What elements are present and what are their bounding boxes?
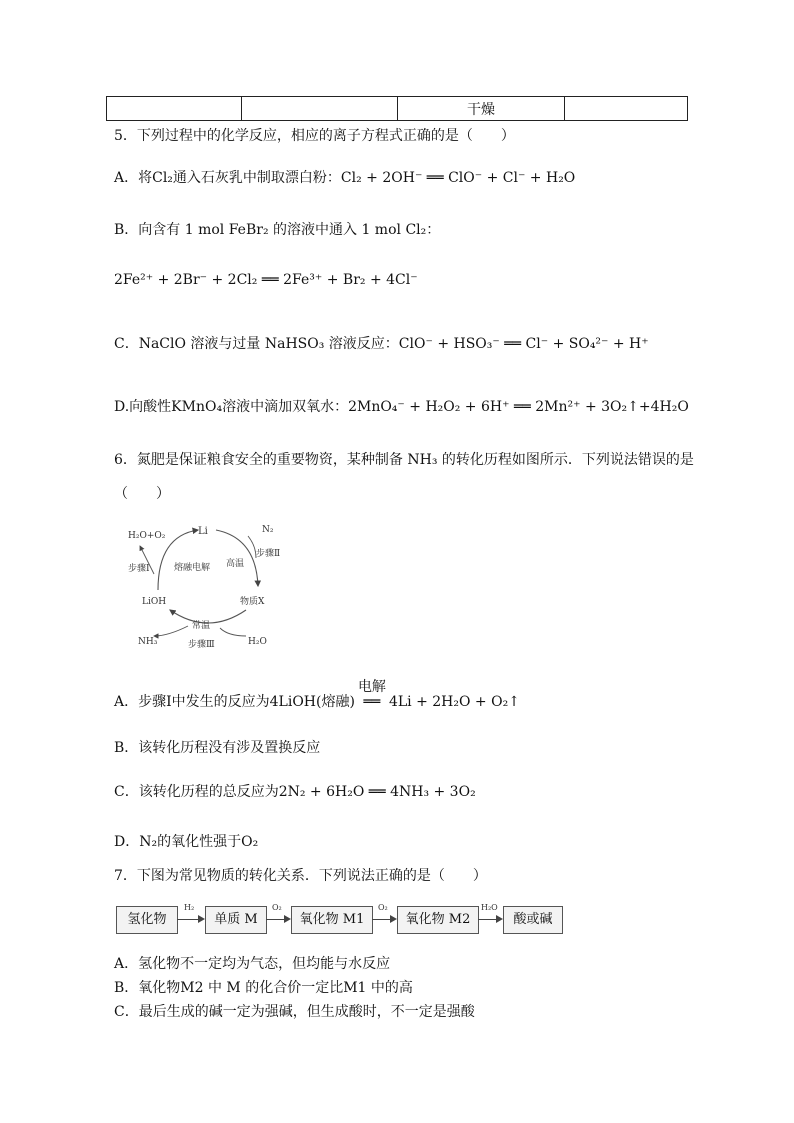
label-substance-x: 物质X: [240, 597, 265, 607]
q6-option-b: B．该转化历程没有涉及置换反应: [114, 740, 321, 756]
q6-stem: 6．氮肥是保证粮食安全的重要物资，某种制备 NH₃ 的转化历程如图所示．下列说法错误的是: [114, 452, 694, 468]
cycle-svg: [128, 518, 288, 658]
label-h2o: H₂O: [248, 637, 267, 647]
table-cell: 干燥: [398, 97, 565, 121]
flow-arrow-line: [478, 919, 496, 920]
q5-stem: 5．下列过程中的化学反应，相应的离子方程式正确的是（ ）: [114, 128, 515, 144]
q5-option-a: A．将Cl₂通入石灰乳中制取漂白粉：Cl₂ + 2OH⁻ ══ ClO⁻ + Cl⁻ + H₂O: [114, 170, 576, 186]
q5-option-b: B．向含有 1 mol FeBr₂ 的溶液中通入 1 mol Cl₂：: [114, 222, 441, 238]
table-row: [107, 97, 688, 121]
label-h2o-o2: H₂O+O₂: [128, 531, 166, 541]
flow-arrow-h2-label: H₂: [184, 903, 195, 912]
flow-arrow-o2-2-label: O₂: [378, 903, 388, 912]
label-li: Li: [198, 526, 208, 537]
label-high-temp: 高温: [226, 559, 245, 569]
table-cell: [242, 97, 398, 121]
q6-option-c: C．该转化历程的总反应为2N₂ + 6H₂O ══ 4NH₃ + 3O₂: [114, 784, 476, 800]
label-room-temp: 常温: [192, 621, 211, 631]
electrolysis-condition: 电解: [357, 679, 386, 695]
q6-option-a: [114, 679, 520, 712]
label-molten-electrolysis: 熔融电解: [174, 563, 211, 573]
flow-box-acid-or-base: 酸或碱: [503, 906, 563, 934]
label-step2: 步骤Ⅱ: [256, 549, 281, 559]
flow-box-oxide-m2: 氧化物 M2: [397, 906, 479, 934]
label-lioh: LiOH: [142, 597, 167, 607]
label-step3: 步骤Ⅲ: [188, 640, 215, 650]
flow-arrow-head: [284, 915, 291, 923]
q5-option-d: D.向酸性KMnO₄溶液中滴加双氧水：2MnO₄⁻ + H₂O₂ + 6H⁺ ══ 2Mn²⁺ + 3O₂↑+4H₂O: [114, 399, 689, 415]
conversion-flow-diagram: [116, 902, 562, 936]
flow-arrow-head: [198, 915, 205, 923]
flow-arrow-line: [177, 919, 198, 920]
label-step1: 步骤Ⅰ: [128, 564, 150, 574]
flow-arrow-o2-1-label: O₂: [272, 903, 282, 912]
flow-box-hydride: 氢化物: [116, 906, 178, 934]
q7-option-c: C．最后生成的碱一定为强碱，但生成酸时，不一定是强酸: [114, 1004, 475, 1020]
q5-option-c: C．NaClO 溶液与过量 NaHSO₃ 溶液反应：ClO⁻ + HSO₃⁻ ══ Cl⁻ + SO₄²⁻ + H⁺: [114, 336, 649, 352]
arrow-n2-in: [248, 536, 256, 558]
q7-option-a: A．氢化物不一定均为气态，但均能与水反应: [114, 956, 391, 972]
flow-box-oxide-m1: 氧化物 M1: [291, 906, 373, 934]
flow-arrow-h2: [177, 902, 205, 936]
flow-box-element-m: 单质 M: [205, 906, 267, 934]
electrolysis-arrow: 电解 ══: [355, 692, 389, 712]
q7-stem: 7．下图为常见物质的转化关系．下列说法正确的是（ ）: [114, 868, 487, 884]
flow-arrow-head: [390, 915, 397, 923]
flow-arrow-o2-2: [372, 902, 397, 936]
q6-option-a-left: A．步骤Ⅰ中发生的反应为4LiOH(熔融): [114, 694, 355, 710]
flow-arrow-h2o: [478, 902, 503, 936]
arc-step2: [216, 530, 258, 586]
label-n2: N₂: [262, 525, 274, 535]
q6-stem-paren: （ ）: [114, 486, 170, 502]
q6-option-a-right: 4Li + 2H₂O + O₂↑: [388, 694, 520, 710]
q5-option-b-equation: 2Fe²⁺ + 2Br⁻ + 2Cl₂ ══ 2Fe³⁺ + Br₂ + 4Cl⁻: [114, 272, 418, 288]
arrow-nh3-out: [154, 626, 188, 636]
flow-arrow-h2o-label: H₂O: [481, 903, 498, 912]
top-table: [106, 96, 688, 121]
flow-arrow-o2-1: [266, 902, 291, 936]
conversion-cycle-diagram: [128, 518, 288, 658]
flow-arrow-line: [372, 919, 390, 920]
flow-arrow-line: [266, 919, 284, 920]
q7-option-b: B．氧化物M2 中 M 的化合价一定比M1 中的高: [114, 980, 413, 996]
q6-option-d: D．N₂的氧化性强于O₂: [114, 834, 259, 850]
table-cell: [565, 97, 688, 121]
table-cell: [107, 97, 242, 121]
flow-arrow-head: [496, 915, 503, 923]
label-nh3: NH₃: [138, 637, 158, 647]
arrow-h2o-in: [220, 628, 246, 636]
